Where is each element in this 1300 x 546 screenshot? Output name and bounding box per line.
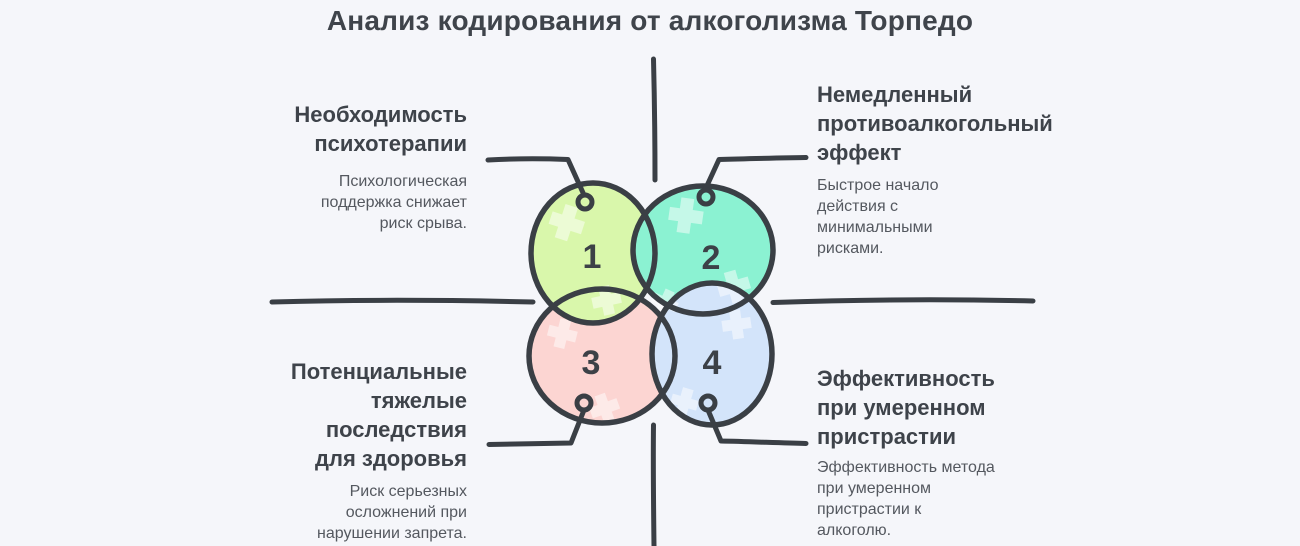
- heading-line: Необходимость: [294, 102, 467, 127]
- heading-line: эффект: [817, 140, 902, 165]
- heading-line: психотерапии: [314, 131, 467, 156]
- axis-vertical-bottom: [653, 425, 654, 546]
- heading-line: противоалкогольный: [817, 111, 1053, 136]
- body-line: Риск серьезных: [349, 483, 467, 500]
- page-title: Анализ кодирования от алкоголизма Торпедо: [326, 5, 974, 36]
- circle-4-number: 4: [702, 344, 722, 382]
- quadrant-top-left-heading: [294, 100, 467, 158]
- heading-line: при умеренном: [817, 395, 986, 420]
- quadrant-bottom-right-heading: [817, 364, 995, 451]
- axis-vertical-top: [654, 59, 656, 180]
- heading-line: для здоровья: [315, 446, 467, 471]
- quadrant-bottom-right-body: [817, 457, 995, 541]
- heading-line: Эффективность: [817, 366, 995, 391]
- body-line: Эффективность метода: [817, 459, 995, 476]
- heading-line: пристрастии: [817, 424, 956, 449]
- circle-1-number: 1: [582, 238, 602, 276]
- body-line: Быстрое начало: [817, 177, 939, 194]
- body-line: рисками.: [817, 240, 884, 257]
- heading-line: Немедленный: [817, 82, 973, 107]
- circle-3-number: 3: [581, 344, 601, 382]
- axis-horizontal-right: [773, 300, 1033, 303]
- quadrant-top-right-heading: [817, 80, 1053, 167]
- body-line: при умеренном: [817, 480, 932, 497]
- circle-2-number: 2: [701, 239, 721, 277]
- axis-horizontal-left: [272, 300, 533, 302]
- body-line: алкоголю.: [817, 522, 892, 539]
- quadrant-bottom-left-body: [317, 481, 467, 544]
- heading-line: последствия: [325, 417, 467, 442]
- body-line: поддержка снижает: [320, 194, 467, 211]
- body-line: осложнений при: [345, 504, 467, 521]
- quadrant-bottom-left-heading: [291, 357, 467, 473]
- heading-line: Потенциальные: [290, 359, 467, 384]
- heading-line: тяжелые: [370, 388, 467, 413]
- body-line: риск срыва.: [379, 215, 467, 232]
- quadrant-top-left-body: [321, 171, 467, 234]
- body-line: нарушении запрета.: [317, 525, 467, 542]
- body-line: пристрастии к: [817, 501, 922, 518]
- quadrant-top-right-body: [817, 175, 939, 259]
- body-line: Психологическая: [338, 173, 467, 190]
- body-line: минимальными: [817, 219, 933, 236]
- body-line: действия с: [817, 198, 899, 215]
